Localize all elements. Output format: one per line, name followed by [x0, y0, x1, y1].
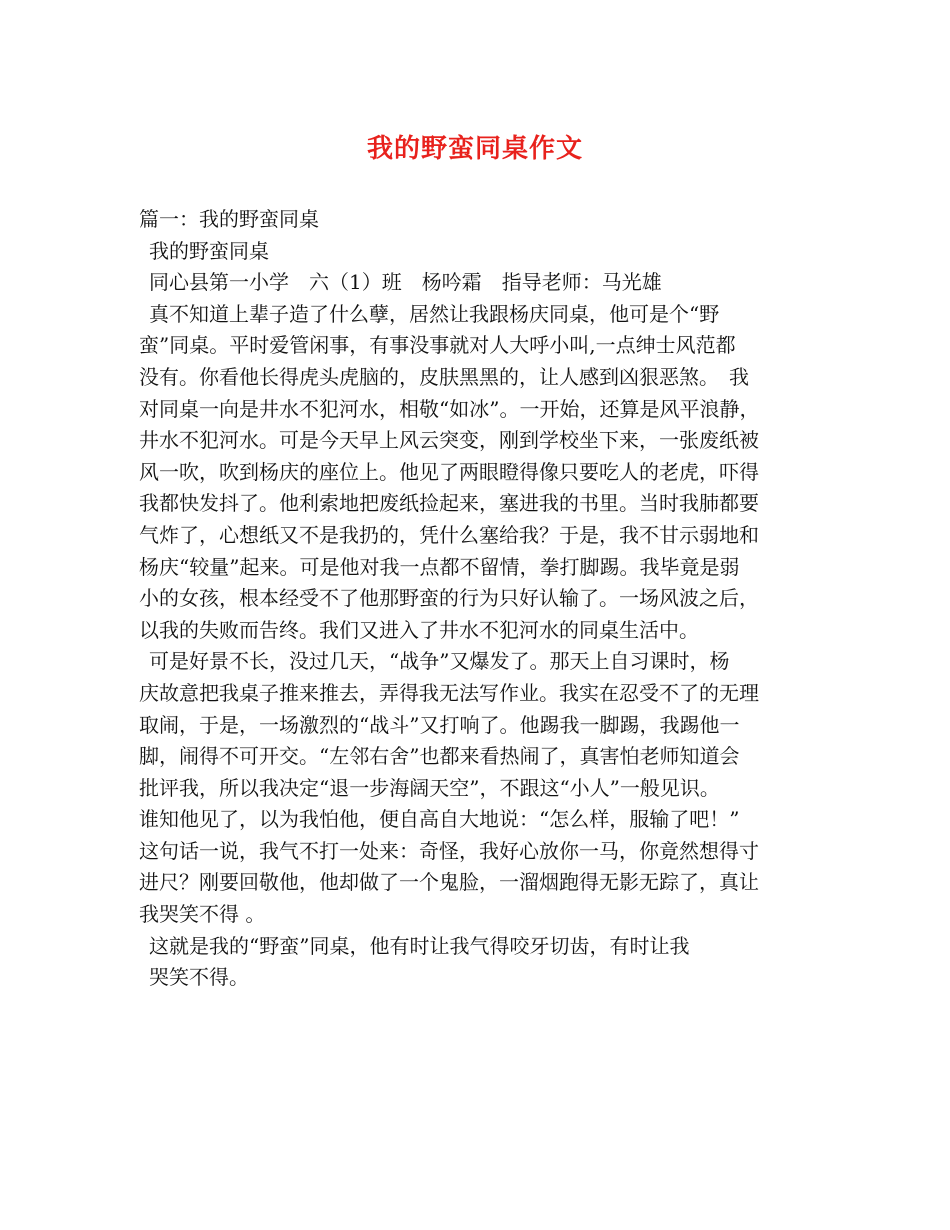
text-line: 可是好景不长，没过几天，“战争”又爆发了。那天上自习课时，杨	[149, 649, 730, 674]
text-line: 哭笑不得。	[149, 965, 249, 990]
text-line: 我都快发抖了。他利索地把废纸捡起来，塞进我的书里。当时我肺都要	[139, 491, 759, 516]
text-line: 篇一：我的野蛮同桌	[139, 207, 319, 231]
text-line: 以我的失败而告终。我们又进入了井水不犯河水的同桌生活中。	[139, 617, 699, 642]
document-body	[139, 204, 819, 994]
text-line: 脚，闹得不可开交。“左邻右舍”也都来看热闹了，真害怕老师知道会	[139, 744, 740, 769]
document-title: 我的野蛮同桌作文	[366, 134, 583, 164]
text-line: 取闹，于是，一场激烈的“战斗”又打响了。他踢我一脚踢，我踢他一	[139, 712, 740, 737]
text-line: 批评我，所以我决定“退一步海阔天空”，不跟这“小人”一般见识。	[139, 775, 720, 800]
text-line: 真不知道上辈子造了什么孽，居然让我跟杨庆同桌，他可是个“野	[149, 301, 720, 326]
text-line: 谁知他见了，以为我怕他，便自高自大地说：“怎么样，服输了吧！”	[139, 807, 740, 832]
text-line: 杨庆“较量”起来。可是他对我一点都不留情，拳打脚踢。我毕竟是弱	[139, 554, 740, 579]
text-line: 风一吹，吹到杨庆的座位上。他见了两眼瞪得像只要吃人的老虎，吓得	[139, 459, 759, 484]
text-line: 小的女孩，根本经受不了他那野蛮的行为只好认输了。一场风波之后，	[139, 586, 759, 611]
text-line: 没有。你看他长得虎头虎脑的，皮肤黑黑的，让人感到凶狠恶煞。 我	[139, 364, 749, 389]
text-line: 蛮”同桌。平时爱管闲事，有事没事就对人大呼小叫,一点绅士风范都	[139, 333, 736, 358]
text-line: 同心县第一小学 六（1）班 杨吟霜 指导老师：马光雄	[149, 270, 662, 295]
text-line: 气炸了，心想纸又不是我扔的，凭什么塞给我？于是，我不甘示弱地和	[139, 522, 759, 547]
text-line: 进尺？刚要回敬他，他却做了一个鬼脸，一溜烟跑得无影无踪了，真让	[139, 870, 759, 895]
text-line: 庆故意把我桌子推来推去，弄得我无法写作业。我实在忍受不了的无理	[139, 680, 759, 705]
text-line: 对同桌一向是井水不犯河水，相敬“如冰”。一开始，还算是风平浪静，	[139, 396, 760, 421]
text-line: 我的野蛮同桌	[149, 238, 269, 263]
text-line: 井水不犯河水。可是今天早上风云突变，刚到学校坐下来，一张废纸被	[139, 428, 759, 453]
text-line: 这句话一说，我气不打一处来：奇怪，我好心放你一马，你竟然想得寸	[139, 838, 759, 863]
text-line: 这就是我的“野蛮”同桌，他有时让我气得咬牙切齿，有时让我	[149, 933, 690, 958]
text-line: 我哭笑不得 。	[139, 902, 266, 927]
